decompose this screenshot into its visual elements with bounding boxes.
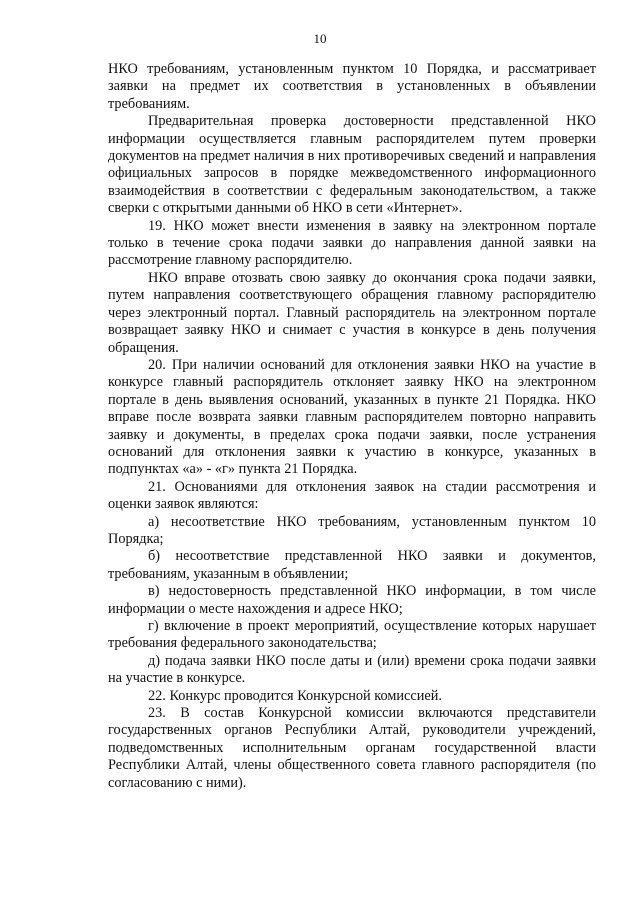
list-item: д) подача заявки НКО после даты и (или) времени срока подачи заявки на участие в конкурсе. [108, 652, 596, 687]
document-body [108, 61, 596, 792]
list-item: в) недостоверность представленной НКО информации, в том числе информации о месте нахождения и адресе НКО; [108, 583, 596, 617]
page-number: 10 [313, 31, 327, 46]
paragraph: НКО вправе отозвать свою заявку до окончания срока подачи заявки, путем направления соответствующего обращения главному распорядителю через электронный портал. Главный распорядитель на электронном портале возвращает заявку НКО и снимает с участия в конкурсе в день получения обращения. [108, 269, 596, 356]
paragraph: 20. При наличии оснований для отклонения заявки НКО на участие в конкурсе главный распорядитель отклоняет заявку НКО на электронном портале в день выявления оснований, указанных в пункте 21 Порядка. НКО вправе после возврата заявки главным распорядителем повторно направить заявку и документы, в пределах срока подачи заявки, после устранения оснований для отклонения заявки к участию в конкурсе, указанных в подпунктах «а» - «г» пункта 21 Порядка. [108, 356, 596, 478]
paragraph: 23. В состав Конкурсной комиссии включаются представители государственных органов Республики Алтай, руководители учреждений, подведомственных исполнительным органам государственной власти Республики Алтай, члены общественного совета главного распорядителя (по согласованию с ними). [108, 705, 596, 791]
paragraph: 19. НКО может внести изменения в заявку на электронном портале только в течение срока подачи заявки до направления данной заявки на рассмотрение главному распорядителю. [108, 217, 596, 269]
paragraph: 22. Конкурс проводится Конкурсной комиссией. [148, 687, 442, 704]
paragraph: НКО требованиям, установленным пунктом 10 Порядка, и рассматривает заявки на предмет их соответствия в установленных в объявлении требованиям. [108, 61, 596, 112]
paragraph: 21. Основаниями для отклонения заявок на стадии рассмотрения и оценки заявок являются: [108, 478, 596, 513]
list-item: б) несоответствие представленной НКО заявки и документов, требованиям, указанным в объявлении; [108, 548, 596, 582]
paragraph: Предварительная проверка достоверности представленной НКО информации осуществляется главным распорядителем путем проверки документов на предмет наличия в них противоречивых сведений и направления официальных запросов в порядке межведомственного информационного взаимодействия в соответствии с федеральным законодательством, а также сверки с открытыми данными об НКО в сети «Интернет». [108, 113, 596, 217]
list-item: а) несоответствие НКО требованиям, установленным пунктом 10 Порядка; [108, 513, 596, 547]
list-item: г) включение в проект мероприятий, осуществление которых нарушает требования федерального законодательства; [108, 618, 596, 652]
